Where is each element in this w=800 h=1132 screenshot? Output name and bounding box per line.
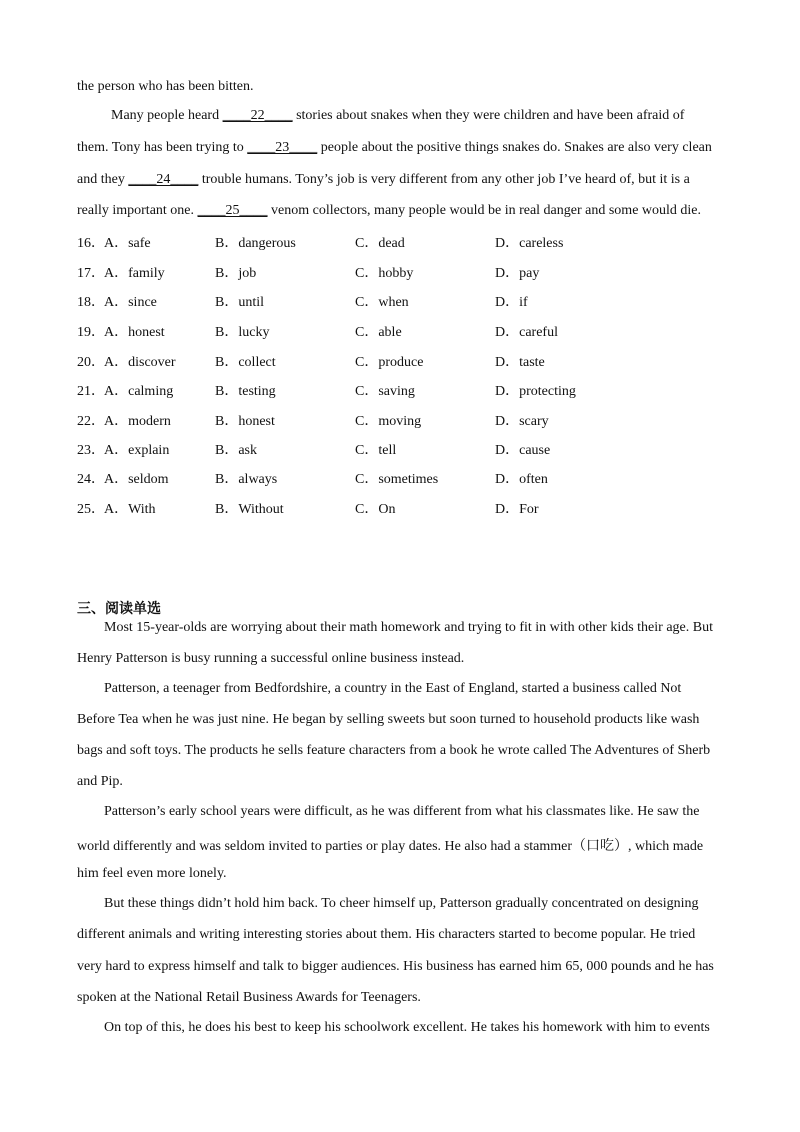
reading-line-8: world differently and was seldom invited to parties or play dates. He also had a stammer（口吃）, which made — [77, 839, 704, 854]
reading-line-11: different animals and writing interesting stories about them. His characters started to become popular. He tried — [77, 927, 696, 942]
reading-line-4: Before Tea when he was just nine. He began by selling sweets but soon turned to household products like wash — [77, 712, 700, 727]
question-number: 19． — [77, 325, 105, 340]
option-a[interactable]: A．seldom — [104, 472, 169, 487]
option-d[interactable]: D．often — [495, 472, 548, 487]
option-c[interactable]: C．sometimes — [355, 472, 439, 487]
option-c[interactable]: C．saving — [355, 384, 415, 399]
option-d[interactable]: D．cause — [495, 443, 551, 458]
passage-line-3: them. Tony has been trying to ____23____ people about the positive things snakes do. Snakes are also very clean — [77, 140, 712, 155]
passage-line-4: and they ____24____ trouble humans. Tony’s job is very different from any other job I’ve heard of, but it is a — [77, 172, 690, 187]
option-a[interactable]: A．safe — [104, 236, 151, 251]
question-number: 23． — [77, 443, 105, 458]
reading-line-10: But these things didn’t hold him back. To cheer himself up, Patterson gradually concentrated on designing — [104, 896, 699, 911]
blank-25: ____25____ — [197, 203, 268, 218]
section-heading: 三、阅读单选 — [77, 601, 161, 617]
option-a[interactable]: A．explain — [104, 443, 170, 458]
option-c[interactable]: C．hobby — [355, 266, 414, 281]
option-d[interactable]: D．For — [495, 502, 539, 517]
reading-line-9: him feel even more lonely. — [77, 866, 227, 881]
question-number: 24． — [77, 472, 105, 487]
option-c[interactable]: C．able — [355, 325, 402, 340]
reading-line-7: Patterson’s early school years were difficult, as he was different from what his classmates like. He saw the — [104, 804, 700, 819]
option-b[interactable]: B．job — [215, 266, 257, 281]
reading-line-14: On top of this, he does his best to keep his schoolwork excellent. He takes his homework with him to events — [104, 1020, 710, 1035]
option-d[interactable]: D．pay — [495, 266, 540, 281]
option-d[interactable]: D．protecting — [495, 384, 576, 399]
option-b[interactable]: B．testing — [215, 384, 276, 399]
question-number: 17． — [77, 266, 105, 281]
option-d[interactable]: D．careless — [495, 236, 564, 251]
option-b[interactable]: B．ask — [215, 443, 257, 458]
blank-23: ____23____ — [247, 140, 318, 155]
blank-24: ____24____ — [128, 172, 199, 187]
passage-line-1: the person who has been bitten. — [77, 79, 254, 94]
option-c[interactable]: C．tell — [355, 443, 397, 458]
reading-line-1: Most 15-year-olds are worrying about their math homework and trying to fit in with other kids their age. But — [104, 620, 713, 635]
option-b[interactable]: B．Without — [215, 502, 284, 517]
option-c[interactable]: C．On — [355, 502, 396, 517]
option-a[interactable]: A．calming — [104, 384, 174, 399]
option-d[interactable]: D．scary — [495, 414, 549, 429]
question-number: 18． — [77, 295, 105, 310]
question-number: 16． — [77, 236, 105, 251]
option-d[interactable]: D．if — [495, 295, 528, 310]
reading-line-3: Patterson, a teenager from Bedfordshire, a country in the East of England, started a business called Not — [104, 681, 682, 696]
reading-line-6: and Pip. — [77, 774, 123, 789]
reading-line-13: spoken at the National Retail Business Awards for Teenagers. — [77, 990, 421, 1005]
option-b[interactable]: B．honest — [215, 414, 275, 429]
option-a[interactable]: A．With — [104, 502, 156, 517]
blank-22: ____22____ — [222, 108, 293, 123]
option-a[interactable]: A．honest — [104, 325, 165, 340]
option-c[interactable]: C．produce — [355, 355, 424, 370]
passage-line-2: Many people heard ____22____ stories about snakes when they were children and have been afraid of — [111, 108, 685, 123]
option-d[interactable]: D．careful — [495, 325, 558, 340]
reading-line-12: very hard to express himself and talk to bigger audiences. His business has earned him 65, 000 pounds and he has — [77, 959, 714, 974]
question-number: 22． — [77, 414, 105, 429]
question-number: 25． — [77, 502, 105, 517]
option-b[interactable]: B．always — [215, 472, 278, 487]
option-b[interactable]: B．lucky — [215, 325, 270, 340]
option-c[interactable]: C．dead — [355, 236, 405, 251]
option-c[interactable]: C．when — [355, 295, 409, 310]
option-a[interactable]: A．discover — [104, 355, 176, 370]
question-number: 21． — [77, 384, 105, 399]
passage-line-5: really important one. ____25____ venom collectors, many people would be in real danger and some would die. — [77, 203, 702, 218]
question-number: 20． — [77, 355, 105, 370]
option-c[interactable]: C．moving — [355, 414, 422, 429]
reading-line-2: Henry Patterson is busy running a successful online business instead. — [77, 651, 465, 666]
option-a[interactable]: A．modern — [104, 414, 171, 429]
option-a[interactable]: A．family — [104, 266, 165, 281]
option-a[interactable]: A．since — [104, 295, 157, 310]
reading-line-5: bags and soft toys. The products he sells feature characters from a book he wrote called The Adventures of Sherb — [77, 743, 711, 758]
option-b[interactable]: B．dangerous — [215, 236, 296, 251]
option-d[interactable]: D．taste — [495, 355, 545, 370]
option-b[interactable]: B．until — [215, 295, 265, 310]
option-b[interactable]: B．collect — [215, 355, 276, 370]
